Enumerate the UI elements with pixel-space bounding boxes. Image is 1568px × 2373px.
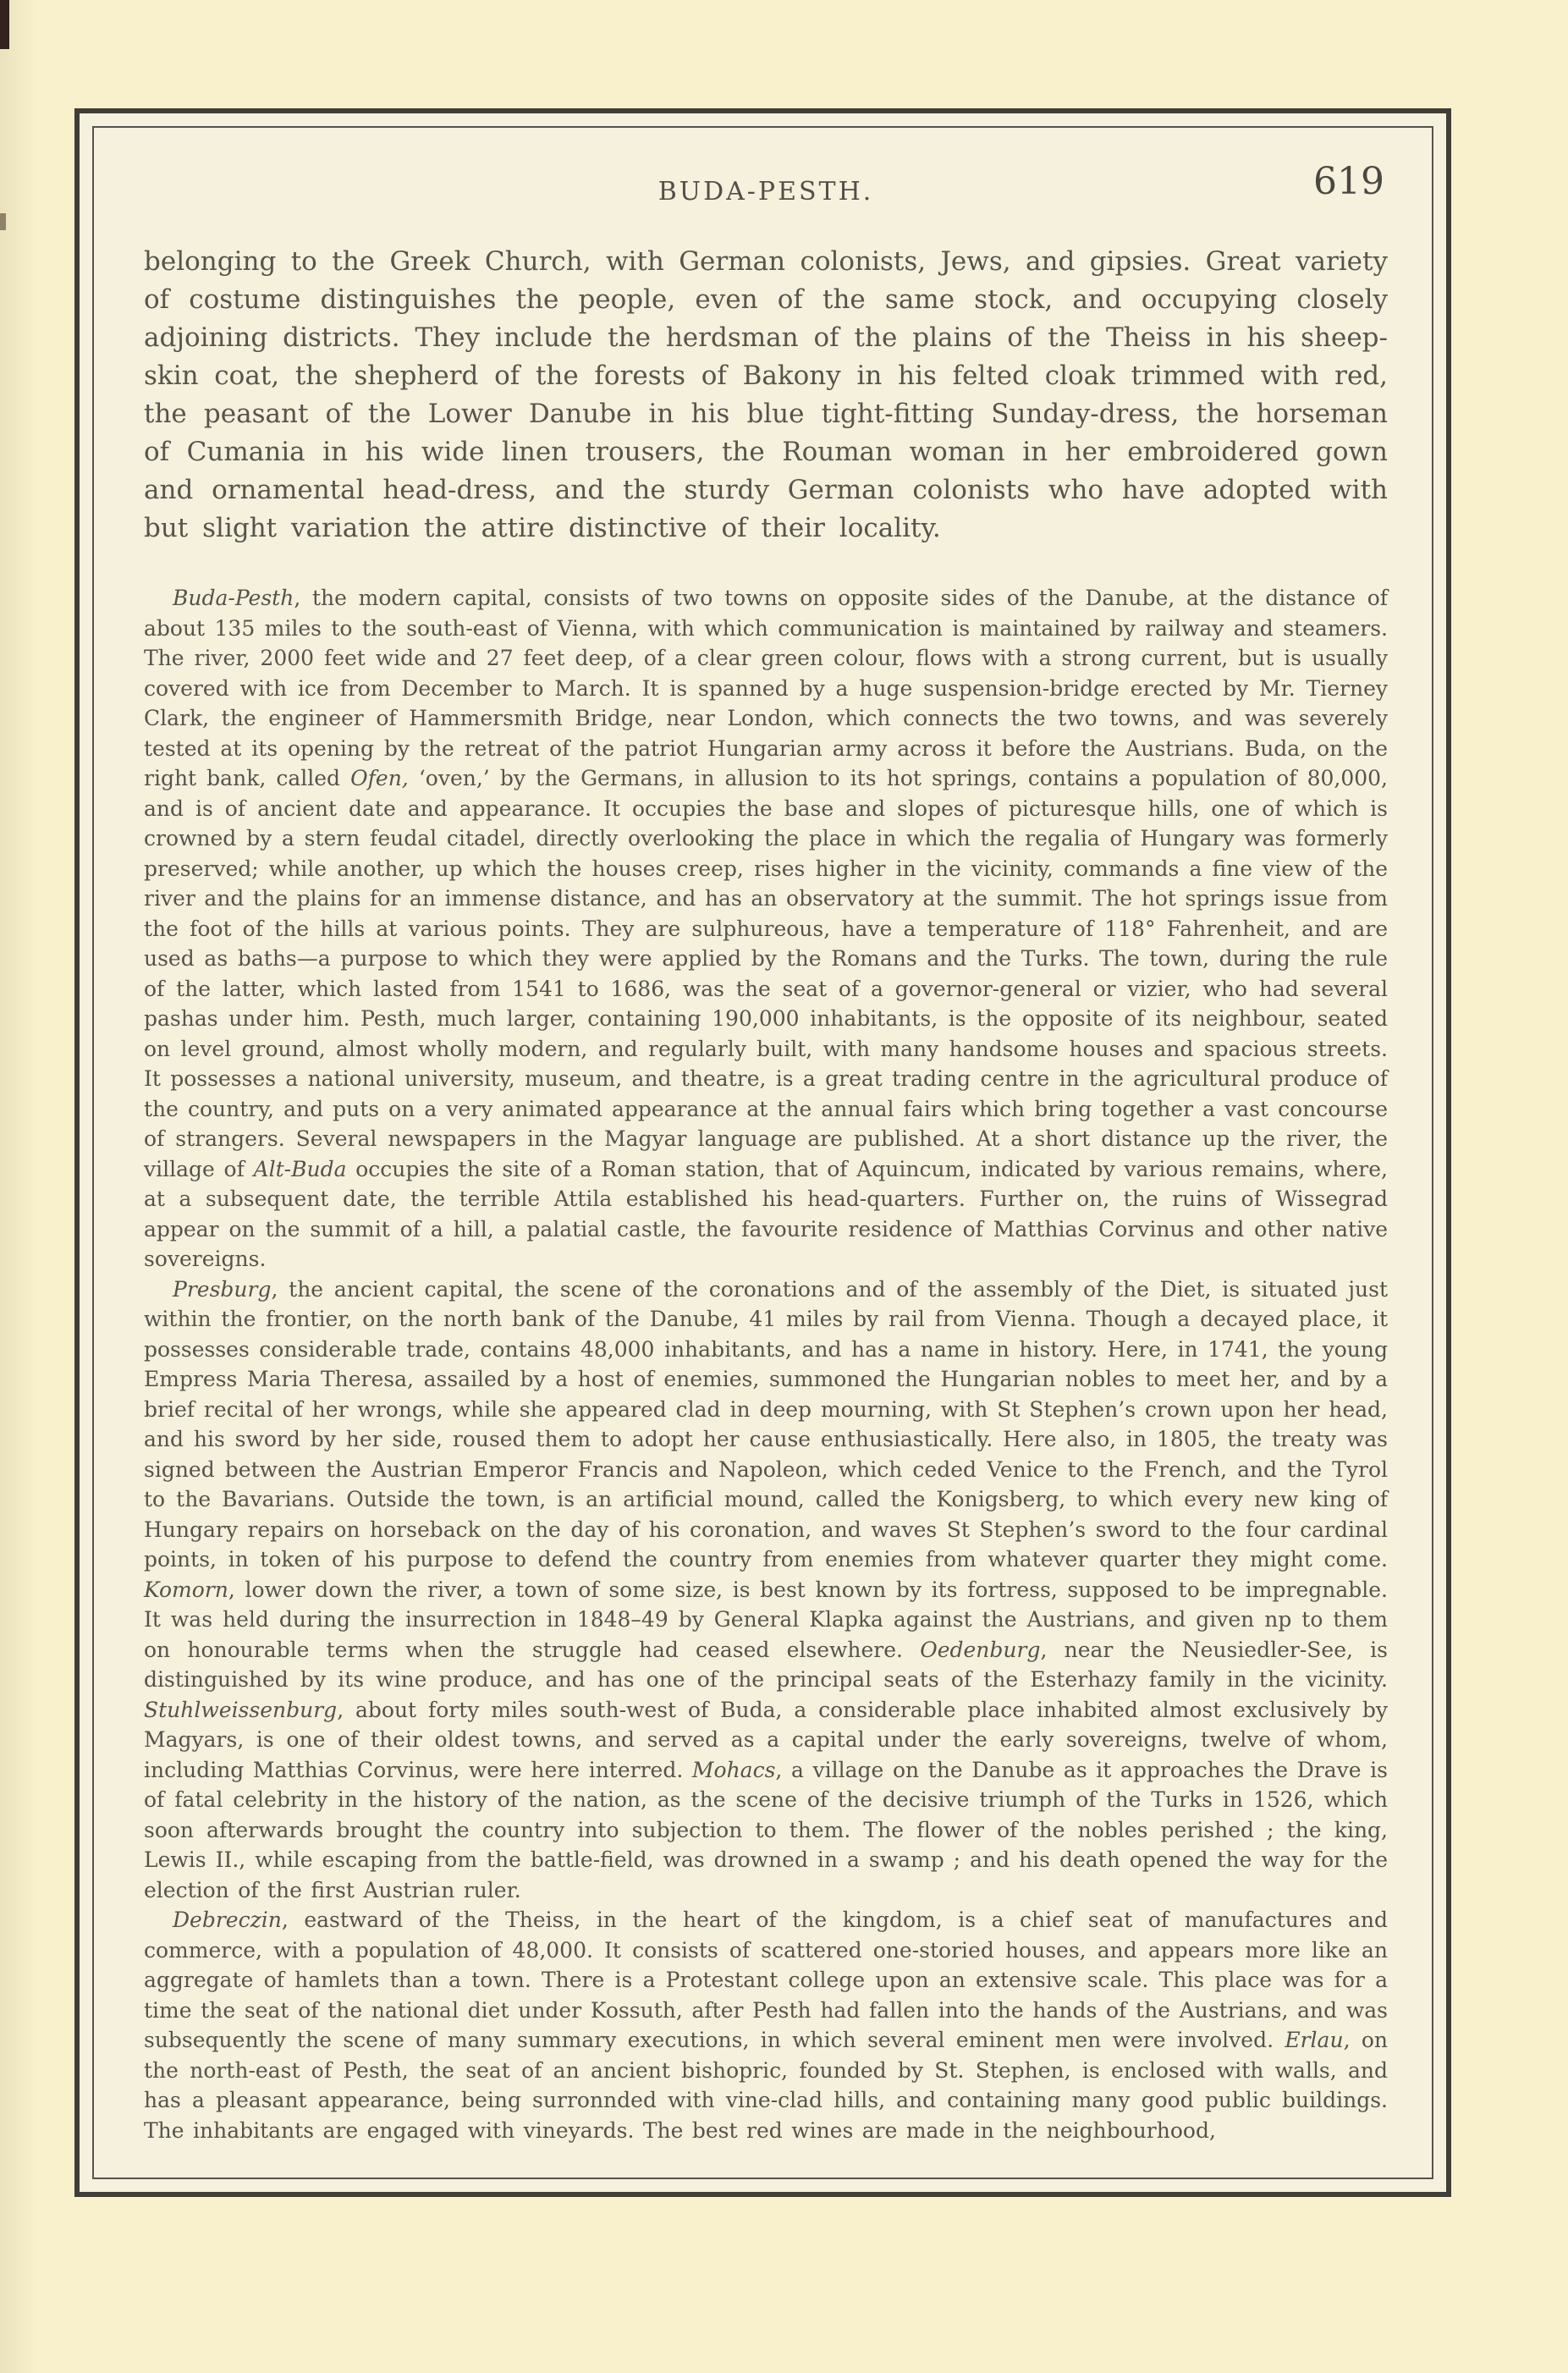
- place-name-italic: Buda-Pesth: [173, 586, 294, 610]
- paragraph-text: ‘oven,’ by the Germans, in allusion to its hot springs, contains a population of 80,000, and is of ancient date and appearance. It occupies the base and slopes of picturesque hills, one of which is crowned by a stern feudal citadel, directly overlooking the place in which the regalia of Hungary was formerly preserved; while another, up which the houses creep, rises higher in the vicinity, commands a fine view of the river and the plains for an immense distance, and has an observatory at the summit. The hot springs issue from the foot of the hills at various points. They are sulphureous, have a temperature of 118° Fahrenheit, and are used as baths—a purpose to which they were applied by the Romans and the Turks. The town, during the rule of the latter, which lasted from 1541 to 1686, was the seat of a governor-general or vizier, who had several pashas under him. Pesth, much larger, containing 190,000 inhabitants, is the opposite of its neighbour, seated on level ground, almost wholly modern, and regularly built, with many handsome houses and spacious streets. It possesses a national university, museum, and theatre, is a great trading centre in the agricultural produce of the country, and puts on a very animated appearance at the annual fairs which bring together a vast concourse of strangers. Several newspapers in the Magyar language are published. At a short distance up the river, the village of: [144, 766, 1388, 1181]
- running-head: [144, 162, 1388, 243]
- paragraph-text: , on the north-east of Pesth, the seat of an ancient bishopric, founded by St. Stephen, is enclosed with walls, and has a pleasant appearance, being surronnded with vine-clad hills, and containing many good public buildings. The inhabitants are engaged with vineyards. The best red wines are made in the neighbourhood,: [144, 2028, 1388, 2143]
- place-name-italic: Mohacs: [691, 1757, 776, 1782]
- paragraph-text: occupies the site of a Roman station, that of Aquincum, indicated by various remains, where, at a subsequent date, the terrible Attila established his head-quarters. Further on, the ruins of Wissegrad appear on the summit of a hill, a palatial castle, the favourite residence of Matthias Corvinus and other native sovereigns.: [144, 1156, 1388, 1271]
- page-border-inner: [92, 126, 1433, 2179]
- gazetteer-paragraph: [144, 1905, 1388, 2145]
- place-name-italic: Komorn: [144, 1577, 228, 1602]
- place-name-italic: Debreczin: [173, 1908, 282, 1932]
- place-name-italic: Erlau: [1285, 2028, 1344, 2052]
- place-name-italic: Oedenburg: [920, 1637, 1041, 1662]
- page-gutter-shadow: [0, 0, 39, 2373]
- place-name-italic: Stuhlweissenburg: [144, 1697, 338, 1722]
- gazetteer-paragraphs: [144, 583, 1388, 2145]
- paragraph-text: , eastward of the Theiss, in the heart of the kingdom, is a chief seat of manufactures and commerce, with a population of 48,000. It consists of scattered one-storied houses, and appears more like an aggregate of hamlets than a town. There is a Protestant college upon an extensive scale. This place was for a time the seat of the national diet under Kossuth, after Pesth had fallen into the hands of the Austrians, and was subsequently the scene of many summary executions, in which several eminent men were involved.: [144, 1908, 1388, 2052]
- place-name-italic: Presburg: [173, 1276, 272, 1302]
- scan-artifact-icon: [0, 0, 9, 49]
- gazetteer-paragraph: [144, 583, 1388, 1275]
- paragraph-text: , the modern capital, consists of two towns on opposite sides of the Danube, at the distance of about 135 miles to the south-east of Vienna, with which communication is maintained by railway and steamers. The river, 2000 feet wide and 27 feet deep, of a clear green colour, flows with a strong current, but is usually covered with ice from December to March. It is spanned by a huge suspension-bridge erected by Mr. Tierney Clark, the engineer of Hammersmith Bridge, near London, which connects the two towns, and was severely tested at its opening by the retreat of the patriot Hungarian army across it before the Austrians. Buda, on the right bank, called: [144, 586, 1388, 790]
- paragraph-text: , near the Neusiedler-See, is distinguished by its wine produce, and has one of the principal seats of the Esterhazy family in the vicinity.: [144, 1637, 1388, 1692]
- paragraph-text: , the ancient capital, the scene of the coronations and of the assembly of the Diet, is situated just within the frontier, on the north bank of the Danube, 41 miles by rail from Vienna. Though a decayed place, it possesses considerable trade, contains 48,000 inhabitants, and has a name in history. Here, in 1741, the young Empress Maria Theresa, assailed by a host of enemies, summoned the Hungarian nobles to meet her, and by a brief recital of her wrongs, while she appeared clad in deep mourning, with St Stephen’s crown upon her head, and his sword by her side, roused them to adopt her cause enthusiastically. Here also, in 1805, the treaty was signed between the Austrian Emperor Francis and Napoleon, which ceded Venice to the French, and the Tyrol to the Bavarians. Outside the town, is an artificial mound, called the Konigsberg, to which every new king of Hungary repairs on horseback on the day of his coronation, and waves St Stephen’s sword to the four cardinal points, in token of his purpose to defend the country from enemies from whatever quarter they might come.: [144, 1276, 1388, 1572]
- paragraph-text: , lower down the river, a town of some size, is best known by its fortress, supposed to be impregnable. It was held during the insurrection in 1848–49 by General Klapka against the Austrians, and given np to them on honourable terms when the struggle had ceased elsewhere.: [144, 1577, 1388, 1662]
- page-border-outer: [74, 108, 1451, 2197]
- paragraph-text: , a village on the Danube as it approaches the Drave is of fatal celebrity in the history of the nation, as the scene of the decisive triumph of the Turks in 1526, which soon afterwards brought the country into subjection to them. The flower of the nobles perished ; the king, Lewis II., while escaping from the battle-field, was drowned in a swamp ; and his death opened the way for the election of the first Austrian ruler.: [144, 1757, 1388, 1902]
- page-number: 619: [1313, 160, 1384, 203]
- page-title: BUDA-PESTH.: [657, 177, 874, 206]
- paragraph-text: , about forty miles south-west of Buda, a considerable place inhabited almost exclusively by Magyars, is one of their oldest towns, and served as a capital under the early sovereigns, twelve of whom, including Matthias Corvinus, were here interred.: [144, 1697, 1388, 1782]
- place-name-italic: Alt-Buda: [253, 1156, 347, 1181]
- lead-paragraph: belonging to the Greek Church, with German colonists, Jews, and gipsies. Great variety of costume distinguishes the people, even of the same stock, and occupying closely adjoining districts. They include the herdsman of the plains of the Theiss in his sheep-skin coat, the shepherd of the forests of Bakony in his felted cloak trimmed with red, the peasant of the Lower Danube in his blue tight-fitting Sunday-dress, the horseman of Cumania in his wide linen trousers, the Rouman woman in her embroidered gown and ornamental head-dress, and the sturdy German colonists who have adopted with but slight variation the attire distinctive of their locality.: [144, 246, 1388, 543]
- scan-artifact-icon: [0, 213, 6, 230]
- gazetteer-paragraph: [144, 1275, 1388, 1906]
- page-content: [94, 128, 1432, 2178]
- place-name-italic: Ofen,: [350, 766, 409, 790]
